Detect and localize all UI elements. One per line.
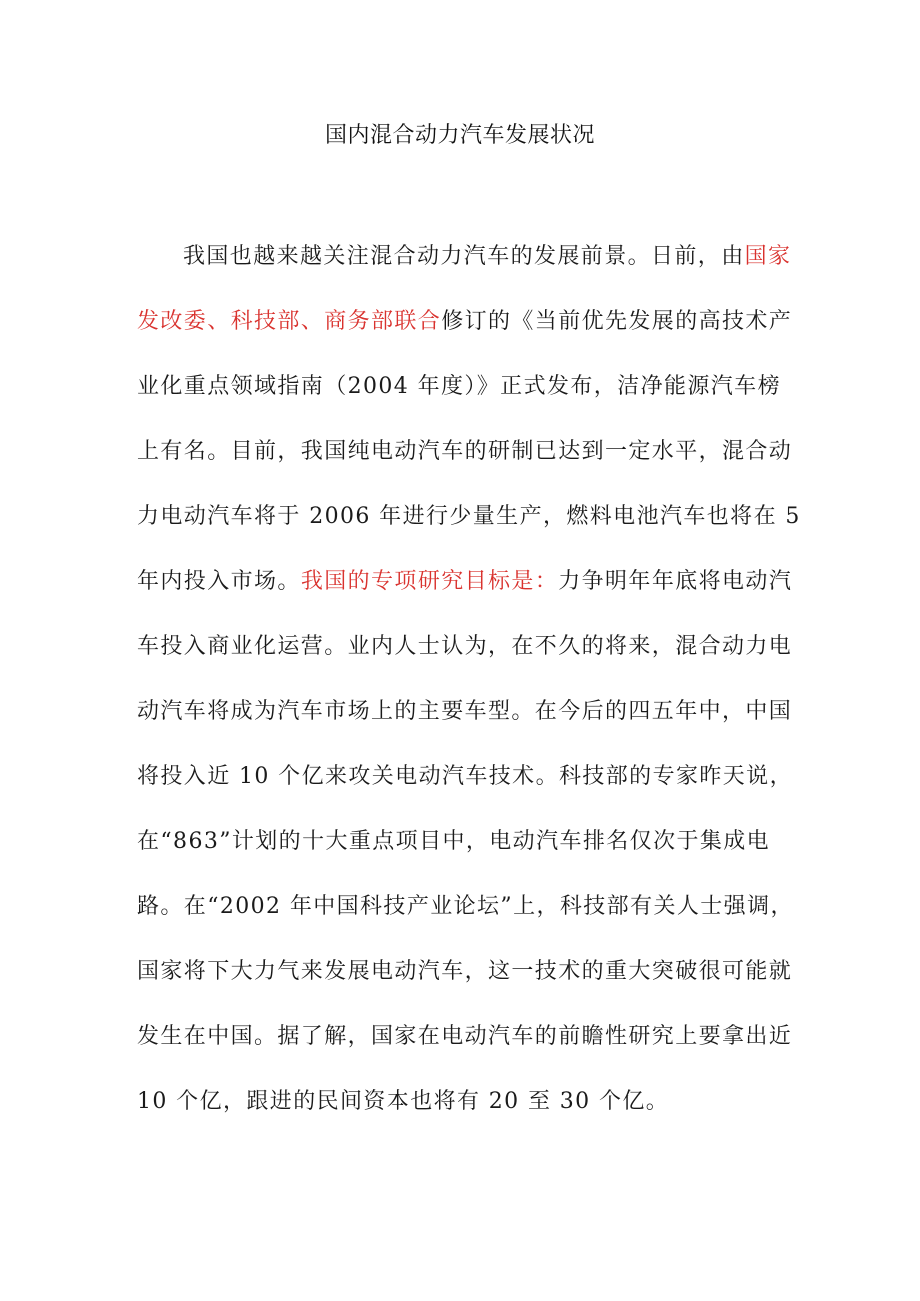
highlighted-text: 我国的专项研究目标是：: [300, 569, 559, 594]
line-text: 在“863”计划的十大重点项目中，电动汽车排名仅次于集成电: [137, 829, 771, 854]
line-text: 将投入近 10 个亿来攻关电动汽车技术。科技部的专家昨天说，: [137, 764, 793, 789]
line-text: 力电动汽车将于 2006 年进行少量生产，燃料电池汽车也将在 5: [137, 504, 801, 529]
line-text: 修订的《当前优先发展的高技术产: [441, 309, 793, 334]
paragraph-line: [137, 1081, 797, 1146]
paragraph-line: [137, 1016, 797, 1081]
paragraph-line: [137, 431, 797, 496]
line-text: 路。在“2002 年中国科技产业论坛”上，科技部有关人士强调，: [137, 894, 794, 919]
line-text: 10 个亿，跟进的民间资本也将有 20 至 30 个亿。: [137, 1089, 670, 1114]
paragraph-line: [137, 626, 797, 691]
paragraph-line: [137, 301, 797, 366]
line-text: 动汽车将成为汽车市场上的主要车型。在今后的四五年中，中国: [137, 699, 793, 724]
highlighted-text: 国家: [744, 244, 792, 269]
line-text: 发生在中国。据了解，国家在电动汽车的前瞻性研究上要拿出近: [137, 1024, 793, 1049]
document-title: 国内混合动力汽车发展状况: [324, 123, 595, 148]
line-text: 上有名。目前，我国纯电动汽车的研制已达到一定水平，混合动: [137, 439, 793, 464]
paragraph-line: [137, 886, 797, 951]
document-body: [137, 236, 801, 1146]
line-text: 车投入商业化运营。业内人士认为，在不久的将来，混合动力电: [137, 634, 793, 659]
line-text: 业化重点领域指南（2004 年度）》正式发布，洁净能源汽车榜: [137, 374, 781, 399]
paragraph-line: [137, 496, 801, 561]
line-text: 国家将下大力气来发展电动汽车，这一技术的重大突破很可能就: [137, 959, 793, 984]
paragraph-line: [137, 821, 797, 886]
line-text: 我国也越来越关注混合动力汽车的发展前景。日前，由: [183, 244, 745, 269]
paragraph-line: [137, 366, 797, 431]
line-text: 力争明年年底将电动汽: [558, 569, 793, 594]
paragraph-line: [137, 561, 797, 626]
paragraph-line: [137, 756, 797, 821]
paragraph-line: [137, 691, 797, 756]
paragraph-line: [137, 236, 797, 301]
line-text: 年内投入市场。: [137, 569, 301, 594]
highlighted-text: 发改委、科技部、商务部联合: [137, 309, 442, 334]
paragraph-line: [137, 951, 797, 1016]
